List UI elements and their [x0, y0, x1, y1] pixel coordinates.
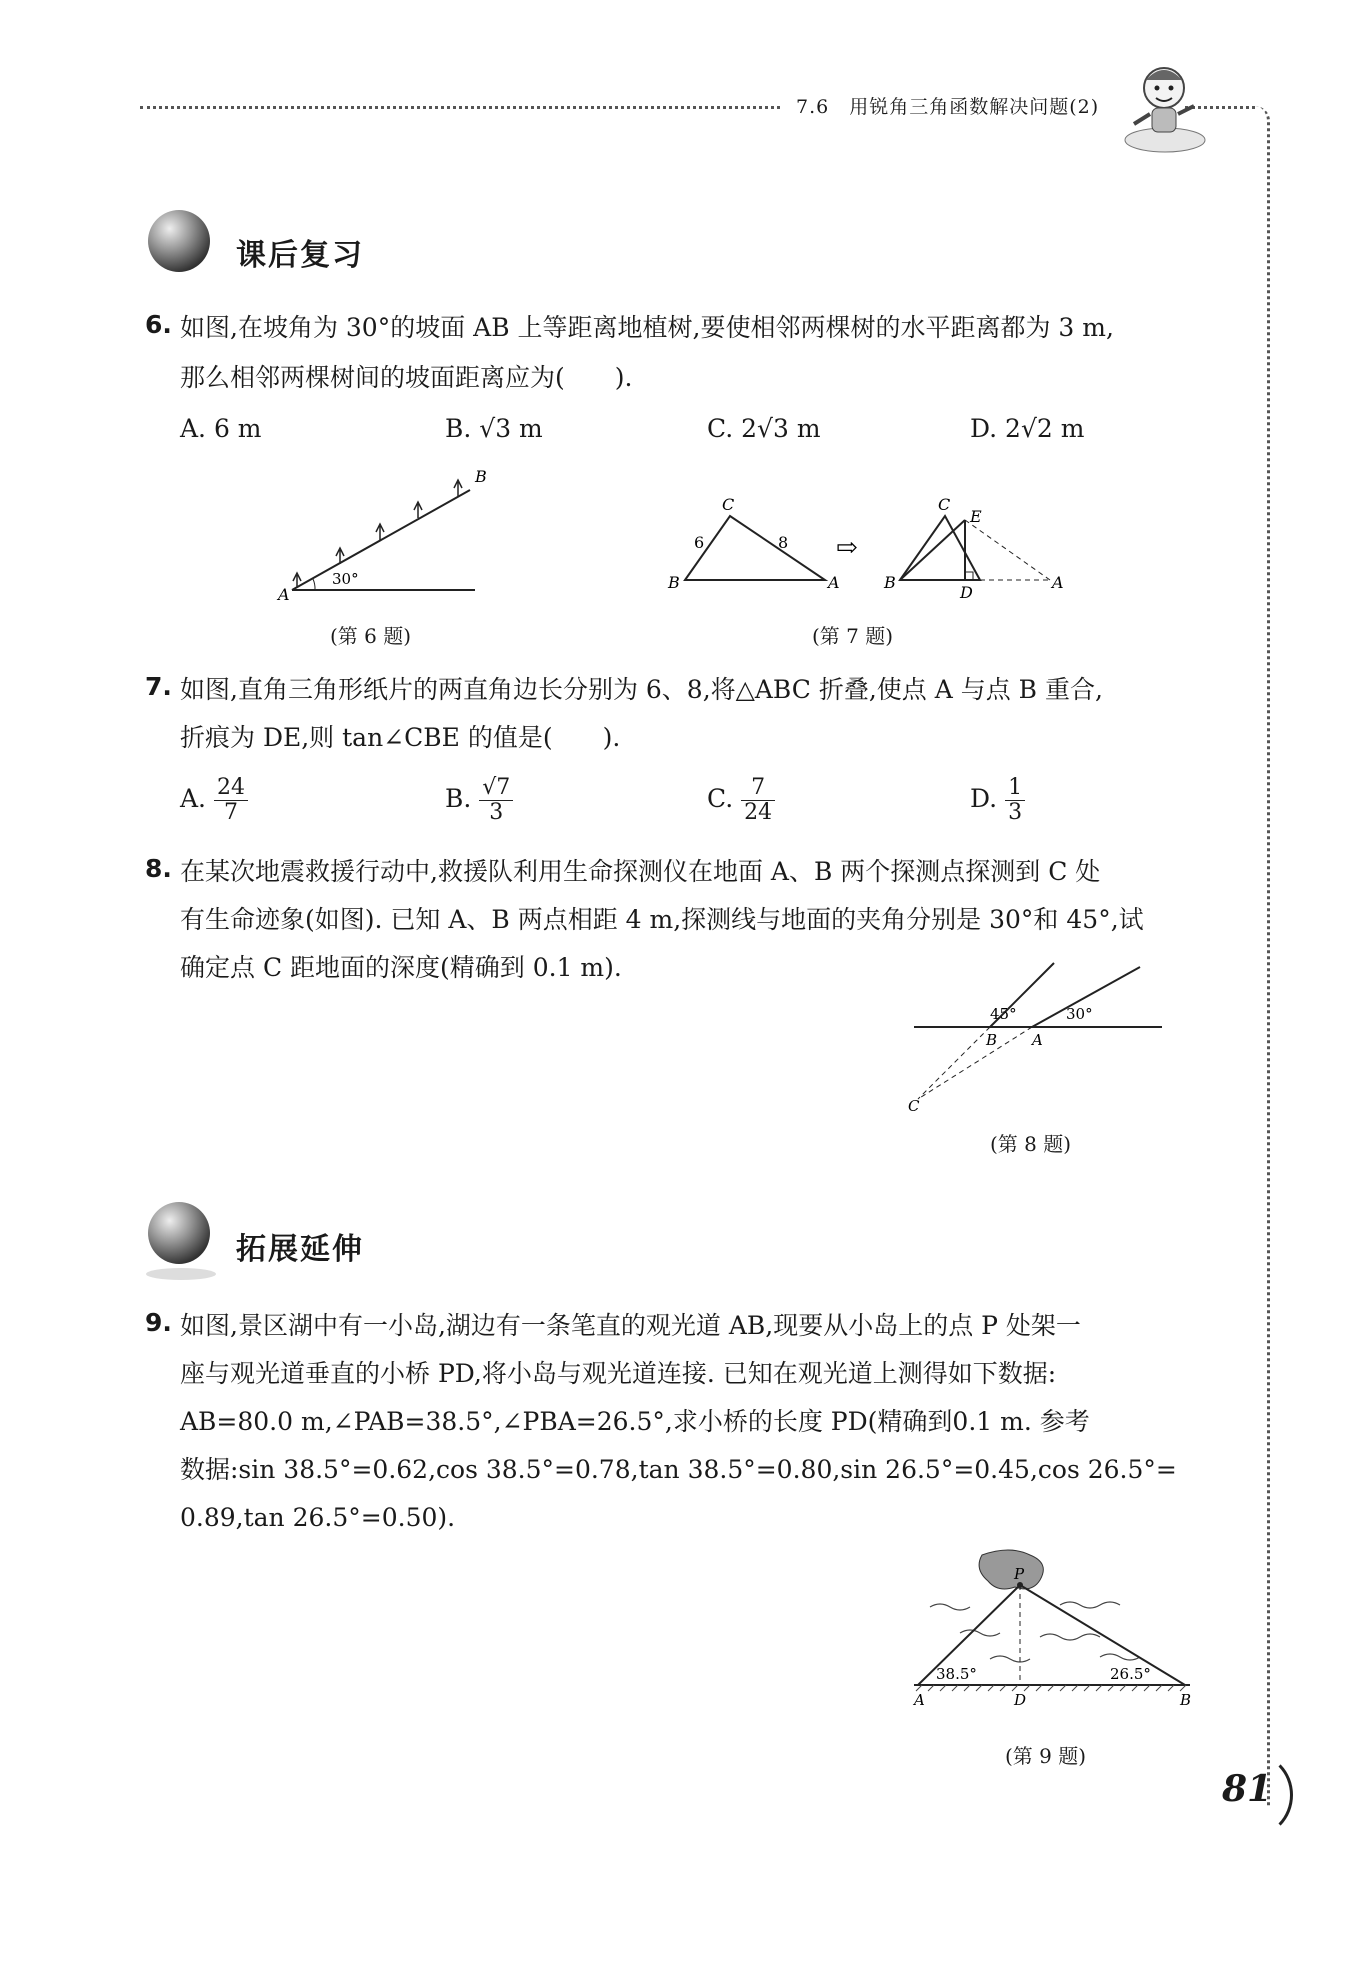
q8-line3: 确定点 C 距地面的深度(精确到 0.1 m).	[180, 953, 622, 982]
q6-number: 6.	[145, 310, 172, 339]
q8-line1: 在某次地震救援行动中,救援队利用生命探测仪在地面 A、B 两个探测点探测到 C 处	[180, 857, 1101, 886]
q8-label-c: C	[908, 1097, 920, 1115]
q7-side-8: 8	[778, 533, 789, 552]
q7-caption: (第 7 题)	[812, 624, 894, 648]
q9-line5: 0.89,tan 26.5°=0.50).	[180, 1503, 456, 1532]
q7-option-d: D. $\frac{1}{3}$	[970, 776, 1025, 825]
section-ball-network-icon	[148, 1202, 210, 1264]
q7-number: 7.	[145, 672, 172, 701]
q7-label-a: A	[828, 573, 840, 592]
q9-figure-bridge	[900, 1545, 1200, 1715]
q7-arrow-icon: ⇨	[836, 533, 858, 563]
q6-label-b: B	[475, 467, 487, 486]
q9-label-d: D	[1014, 1691, 1027, 1709]
q6-caption: (第 6 题)	[330, 624, 412, 648]
section-ball-shadow	[146, 1268, 216, 1280]
mascot-icon	[1120, 58, 1210, 158]
q8-label-b: B	[986, 1031, 998, 1049]
q9-number: 9.	[145, 1308, 172, 1337]
q7-option-a: A. $\frac{24}{7}$	[180, 776, 248, 825]
q6-option-c: C. 2√3 m	[707, 414, 821, 443]
q7-option-b: B. $\frac{√7}{3}$	[445, 776, 513, 825]
q7-line2: 折痕为 DE,则 tan∠CBE 的值是( ).	[180, 723, 621, 752]
q6-option-a: A. 6 m	[180, 414, 262, 443]
q8-angle-45: 45°	[990, 1005, 1017, 1023]
q9-label-p: P	[1014, 1565, 1025, 1583]
q6-figure-slope	[270, 460, 490, 610]
q8-caption: (第 8 题)	[990, 1132, 1072, 1156]
header-rule	[140, 106, 780, 109]
header-title: 7.6 用锐角三角函数解决问题(2)	[796, 96, 1100, 118]
section-title-extension: 拓展延伸	[236, 1232, 364, 1267]
q8-label-a: A	[1032, 1031, 1043, 1049]
section-ball-icon	[148, 210, 210, 272]
q9-angle-a: 38.5°	[936, 1665, 977, 1683]
q9-line3: AB=80.0 m,∠PAB=38.5°,∠PBA=26.5°,求小桥的长度 PD(精确到0.1 m. 参考	[180, 1407, 1090, 1436]
q7-side-6: 6	[694, 533, 705, 552]
q6-line1: 如图,在坡角为 30°的坡面 AB 上等距离地植树,要使相邻两棵树的水平距离都为 3 m,	[180, 313, 1114, 342]
q7-line1: 如图,直角三角形纸片的两直角边长分别为 6、8,将△ABC 折叠,使点 A 与点 B 重合,	[180, 675, 1103, 704]
q6-line2: 那么相邻两棵树间的坡面距离应为( ).	[180, 363, 633, 392]
q6-option-d: D. 2√2 m	[970, 414, 1085, 443]
q9-line1: 如图,景区湖中有一小岛,湖边有一条笔直的观光道 AB,现要从小岛上的点 P 处架一	[180, 1311, 1081, 1340]
q9-label-b: B	[1180, 1691, 1192, 1709]
page-border	[1255, 106, 1270, 1806]
page-number: 81	[1222, 1768, 1273, 1810]
q6-angle-label: 30°	[332, 570, 359, 588]
q8-figure-detection	[900, 955, 1180, 1125]
q9-line4: 数据:sin 38.5°=0.62,cos 38.5°=0.78,tan 38.5°=0.80,sin 26.5°=0.45,cos 26.5°=	[180, 1455, 1177, 1484]
q7-fig2-label-b: B	[884, 573, 896, 592]
q8-line2: 有生命迹象(如图). 已知 A、B 两点相距 4 m,探测线与地面的夹角分别是 30°和 45°,试	[180, 905, 1144, 934]
q7-label-c: C	[722, 495, 735, 514]
q9-line2: 座与观光道垂直的小桥 PD,将小岛与观光道连接. 已知在观光道上测得如下数据:	[180, 1359, 1057, 1388]
q7-fig2-label-a: A	[1052, 573, 1064, 592]
q9-angle-b: 26.5°	[1110, 1665, 1151, 1683]
q9-label-a: A	[914, 1691, 925, 1709]
q7-label-b: B	[668, 573, 680, 592]
q8-angle-30: 30°	[1066, 1005, 1093, 1023]
q7-label-d: D	[960, 583, 973, 602]
q7-fig2-label-c: C	[938, 495, 951, 514]
q6-label-a: A	[278, 585, 290, 604]
q7-label-e: E	[970, 507, 982, 526]
q6-option-b: B. √3 m	[445, 414, 543, 443]
q9-caption: (第 9 题)	[1005, 1744, 1087, 1768]
q7-figure-triangle	[660, 490, 1080, 610]
q7-option-c: C. $\frac{7}{24}$	[707, 776, 775, 825]
q8-number: 8.	[145, 854, 172, 883]
section-title-review: 课后复习	[236, 238, 364, 273]
